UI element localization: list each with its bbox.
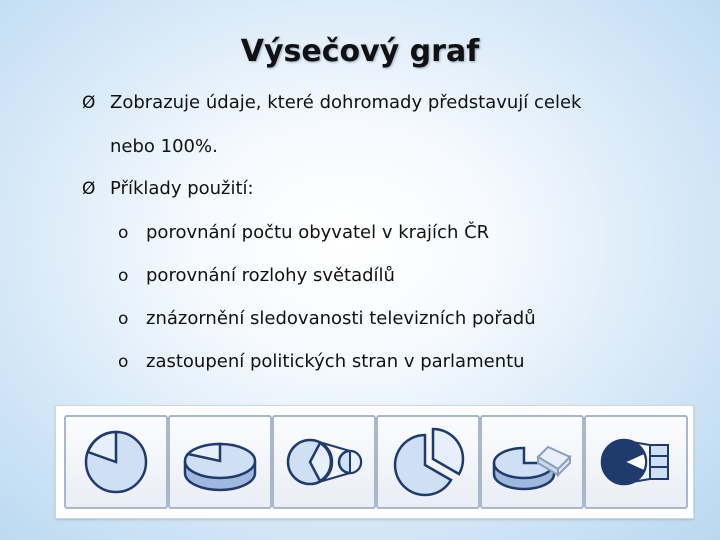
circle-bullet-icon: o: [118, 309, 129, 329]
pie-chart-icon: [66, 417, 166, 507]
arrow-bullet-icon: Ø: [82, 179, 96, 199]
sub-bullet-text: porovnání rozlohy světadílů: [146, 265, 395, 286]
bullet-text: Příklady použití:: [110, 178, 254, 199]
exploded-3d-pie-chart-icon: [482, 417, 582, 507]
slide-title-text: Výsečový graf: [240, 34, 480, 69]
sub-bullet-text: zastoupení politických stran v parlamentu: [146, 351, 525, 372]
chart-type-exploded-pie[interactable]: [376, 415, 480, 509]
chart-type-pie[interactable]: [64, 415, 168, 509]
bar-of-pie-chart-icon: [586, 417, 686, 507]
arrow-bullet-icon: Ø: [82, 93, 96, 113]
bullet-text: Zobrazuje údaje, které dohromady představují celek: [110, 92, 582, 113]
sub-bullet-text: porovnání počtu obyvatel v krajích ČR: [146, 222, 490, 243]
chart-type-gallery: [55, 405, 694, 519]
pie-of-pie-chart-icon: [274, 417, 374, 507]
bullet-text-continued: nebo 100%.: [110, 136, 218, 157]
circle-bullet-icon: o: [118, 266, 129, 286]
chart-type-bar-of-pie[interactable]: [584, 415, 688, 509]
chart-type-exploded-3d-pie[interactable]: [480, 415, 584, 509]
sub-bullet-text: znázornění sledovanosti televizních pořadů: [146, 308, 536, 329]
circle-bullet-icon: o: [118, 352, 129, 372]
circle-bullet-icon: o: [118, 223, 129, 243]
exploded-pie-chart-icon: [378, 417, 478, 507]
chart-type-3d-pie[interactable]: [168, 415, 272, 509]
3d-pie-chart-icon: [170, 417, 270, 507]
chart-type-pie-of-pie[interactable]: [272, 415, 376, 509]
